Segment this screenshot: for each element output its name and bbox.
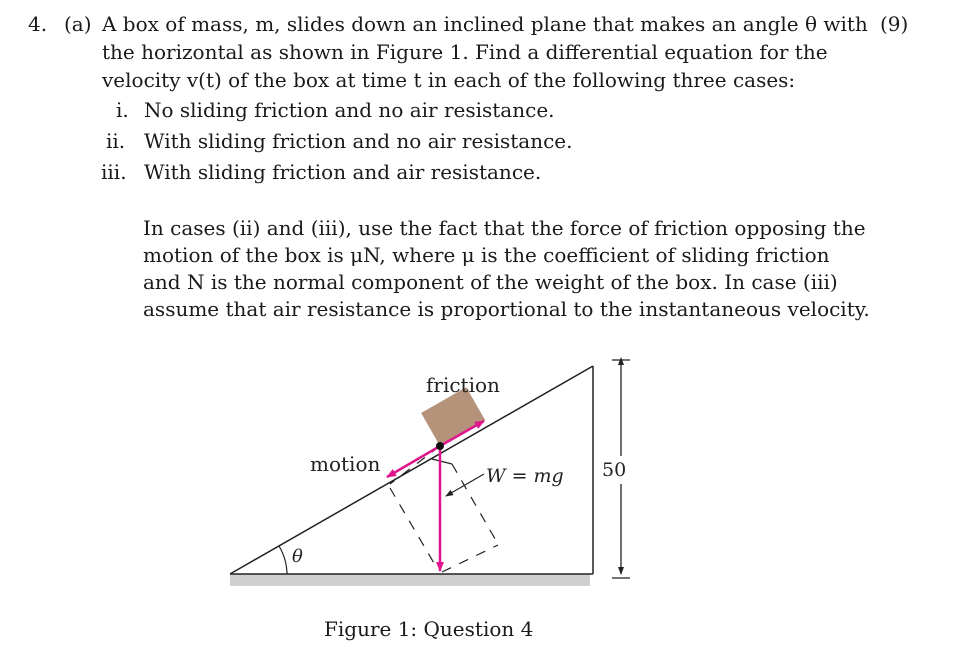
question-number: 4. <box>28 12 48 36</box>
dashed-perp-line <box>390 488 438 570</box>
weight-label: W = mg <box>486 465 564 487</box>
case-text-iii: With sliding friction and air resistance. <box>144 160 542 184</box>
center-of-mass-dot <box>436 442 444 450</box>
case-text-i: No sliding friction and no air resistance. <box>144 98 555 122</box>
weight-label-leader <box>446 474 484 496</box>
case-label-ii: ii. <box>106 129 126 153</box>
question-marks: (9) <box>880 12 909 36</box>
paragraph-line-4: assume that air resistance is proportional to the instantaneous velocity. <box>143 297 870 321</box>
figure-caption: Figure 1: Question 4 <box>324 617 534 641</box>
intro-line-2: the horizontal as shown in Figure 1. Find a differential equation for the <box>102 40 828 64</box>
angle-arc <box>279 546 287 574</box>
part-label: (a) <box>64 12 92 36</box>
dashed-weight-bottom <box>442 545 498 572</box>
paragraph-line-1: In cases (ii) and (iii), use the fact that the force of friction opposing the <box>143 216 866 240</box>
friction-label: friction <box>426 373 500 397</box>
motion-label: motion <box>310 452 381 476</box>
ground-strip <box>230 574 590 586</box>
intro-line-3: velocity v(t) of the box at time t in each of the following three cases: <box>102 68 796 92</box>
paragraph-line-3: and N is the normal component of the weight of the box. In case (iii) <box>143 270 838 294</box>
case-label-iii: iii. <box>101 160 127 184</box>
intro-line-1: A box of mass, m, slides down an inclined plane that makes an angle θ with <box>102 12 868 36</box>
dashed-box-edge <box>432 459 452 464</box>
angle-label: θ <box>292 546 303 567</box>
height-label: 50 <box>602 459 627 481</box>
paragraph-line-2: motion of the box is μN, where μ is the coefficient of sliding friction <box>143 243 830 267</box>
motion-arrow <box>387 446 440 477</box>
case-label-i: i. <box>116 98 129 122</box>
case-text-ii: With sliding friction and no air resistance. <box>144 129 573 153</box>
